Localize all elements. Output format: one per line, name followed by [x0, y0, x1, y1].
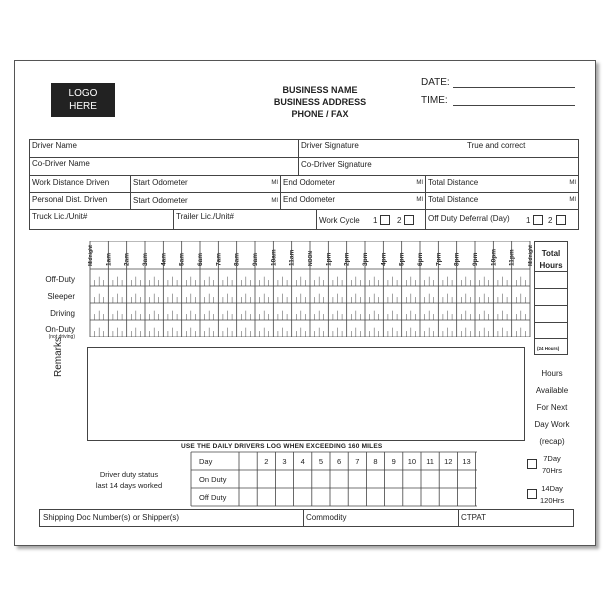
- cycle-7-line-1: 7Day: [543, 454, 561, 463]
- duty-row-label: On Duty: [199, 475, 227, 484]
- day-number: 13: [462, 457, 471, 466]
- duty-row-label: Day: [199, 457, 213, 466]
- total-hours-column: [534, 241, 568, 355]
- day-number: 2: [264, 457, 269, 466]
- day-number: 9: [391, 457, 396, 466]
- day-number: 12: [444, 457, 453, 466]
- day-number: 5: [318, 457, 323, 466]
- business-address: BUSINESS ADDRESS: [273, 97, 367, 107]
- off-duty-deferral-field: [425, 209, 579, 230]
- hour-label: Midnight: [88, 245, 94, 266]
- duty-status-table[interactable]: [177, 451, 477, 507]
- work-cycle-label: Work Cycle: [319, 216, 360, 225]
- hour-label: 4pm: [380, 252, 388, 266]
- time-field[interactable]: [453, 105, 575, 106]
- row-driving: Driving: [50, 309, 75, 318]
- hour-label: 10pm: [490, 249, 498, 266]
- date-label: DATE:: [421, 77, 450, 88]
- duty-row-label: Off Duty: [199, 493, 227, 502]
- row-on-duty: On-Duty: [45, 325, 75, 334]
- commodity-label: Commodity: [306, 513, 347, 522]
- ctpat-field[interactable]: [458, 509, 574, 527]
- start-odometer-label: Start Odometer: [133, 196, 188, 205]
- deferral-opt1-label: 1: [526, 216, 531, 225]
- duty-status-label-1: Driver duty status: [99, 470, 159, 479]
- row-off-duty: Off-Duty: [45, 275, 75, 284]
- trailer-lic-field[interactable]: [173, 209, 317, 230]
- duty-status-label-2: last 14 days worked: [95, 481, 163, 490]
- mi-unit: MI: [416, 180, 423, 186]
- trailer-lic-label: Trailer Lic./Unit#: [176, 212, 234, 221]
- hours-available-5: (recap): [539, 437, 565, 446]
- cycle-14day-checkbox[interactable]: [527, 489, 537, 499]
- day-number: 6: [337, 457, 342, 466]
- hour-label: 9am: [252, 252, 259, 266]
- deferral-opt2-label: 2: [548, 216, 553, 225]
- day-number: 10: [407, 457, 417, 466]
- hour-label: 6am: [197, 252, 204, 266]
- hour-label: 9pm: [472, 252, 479, 266]
- hour-label: 2am: [123, 252, 131, 266]
- deferral-2-checkbox[interactable]: [556, 215, 566, 225]
- date-field[interactable]: [453, 87, 575, 88]
- shipping-doc-label: Shipping Doc Number(s) or Shipper(s): [43, 513, 180, 522]
- hour-label: 2pm: [343, 252, 351, 266]
- daily-log-banner: USE THE DAILY DRIVERS LOG WHEN EXCEEDING 160 MILES: [181, 443, 383, 450]
- duty-status-label: [79, 469, 179, 491]
- day-number: 3: [282, 457, 287, 466]
- phone-fax: PHONE / FAX: [291, 109, 349, 119]
- hour-label: 11pm: [508, 249, 516, 266]
- hour-label: 4am: [160, 252, 168, 266]
- cycle-7day-checkbox[interactable]: [527, 459, 537, 469]
- truck-lic-field[interactable]: [29, 209, 174, 230]
- day-number: 8: [373, 457, 378, 466]
- logo-line-2: HERE: [69, 101, 97, 112]
- co-driver-signature-field[interactable]: [298, 157, 579, 176]
- off-duty-deferral-label: Off Duty Deferral (Day): [428, 214, 510, 223]
- cycle-14-line-1: 14Day: [541, 484, 563, 493]
- work-total-distance-field[interactable]: [425, 175, 579, 193]
- work-cycle-opt1-label: 1: [373, 216, 378, 225]
- hour-label: 8pm: [453, 252, 461, 266]
- commodity-field[interactable]: [303, 509, 459, 527]
- personal-end-odometer-field[interactable]: [280, 192, 426, 210]
- hours-available-4: Day Work: [534, 420, 570, 429]
- hour-label: 3am: [142, 252, 149, 266]
- driver-name-label: Driver Name: [32, 141, 77, 150]
- true-correct-label: True and correct: [467, 141, 526, 150]
- hour-label: 1am: [105, 252, 113, 266]
- work-cycle-1-checkbox[interactable]: [380, 215, 390, 225]
- truck-lic-label: Truck Lic./Unit#: [32, 212, 88, 221]
- personal-total-distance-field[interactable]: [425, 192, 579, 210]
- co-driver-name-field[interactable]: [29, 157, 299, 176]
- total-hours-title-1: Total: [541, 249, 561, 258]
- hour-label: 8am: [233, 252, 241, 266]
- hour-label: 10am: [270, 249, 278, 266]
- day-number: 4: [300, 457, 305, 466]
- mi-unit: MI: [569, 197, 576, 203]
- duty-row-labels: [15, 271, 79, 361]
- total-distance-label: Total Distance: [428, 178, 479, 187]
- co-driver-name-label: Co-Driver Name: [32, 159, 90, 168]
- hours-24-note: (24 Hours): [537, 346, 560, 351]
- driver-signature-field[interactable]: [298, 139, 579, 158]
- hours-available-1: Hours: [541, 369, 563, 378]
- hour-label: 3pm: [362, 252, 369, 266]
- start-odometer-label: Start Odometer: [133, 178, 188, 187]
- personal-start-odometer-field[interactable]: [130, 192, 281, 210]
- work-distance-field[interactable]: [29, 175, 131, 193]
- logo-placeholder: [51, 83, 115, 117]
- mi-unit: MI: [416, 197, 423, 203]
- time-label: TIME:: [421, 95, 448, 106]
- hour-label: 5am: [178, 252, 186, 266]
- hours-grid[interactable]: [78, 241, 534, 337]
- work-cycle-opt2-label: 2: [397, 216, 402, 225]
- driver-info-table: [29, 139, 579, 235]
- total-distance-label: Total Distance: [428, 195, 479, 204]
- co-driver-signature-label: Co-Driver Signature: [301, 160, 372, 169]
- hour-label: 11am: [288, 249, 296, 266]
- work-cycle-field: [316, 209, 426, 230]
- footer-table: [39, 509, 574, 527]
- deferral-1-checkbox[interactable]: [533, 215, 543, 225]
- end-odometer-label: End Odometer: [283, 195, 336, 204]
- mi-unit: MI: [271, 180, 278, 186]
- hours-available-3: For Next: [536, 403, 568, 412]
- hour-label: 5pm: [398, 252, 406, 266]
- on-duty-note: (not driving): [48, 334, 75, 340]
- mi-unit: MI: [569, 180, 576, 186]
- end-odometer-label: End Odometer: [283, 178, 336, 187]
- logo-line-1: LOGO: [68, 88, 98, 99]
- cycle-14-line-2: 120Hrs: [540, 496, 565, 505]
- total-hours-title-2: Hours: [539, 261, 563, 270]
- personal-distance-label: Personal Dist. Driven: [32, 195, 108, 204]
- remarks-field[interactable]: [87, 347, 525, 441]
- hour-label: 7am: [215, 252, 223, 266]
- remarks-label: Remarks: [53, 336, 64, 377]
- work-start-odometer-field[interactable]: [130, 175, 281, 193]
- business-name: BUSINESS NAME: [282, 85, 358, 95]
- row-sleeper: Sleeper: [47, 292, 75, 301]
- log-sheet: [14, 60, 596, 546]
- hour-label: Midnight: [528, 245, 534, 266]
- ctpat-label: CTPAT: [461, 513, 487, 522]
- mi-unit: MI: [271, 198, 278, 204]
- hour-label: 6pm: [417, 252, 424, 266]
- cycle-options: [527, 453, 577, 513]
- hour-label: 1pm: [325, 252, 333, 266]
- hour-label: 7pm: [435, 252, 443, 266]
- shipping-doc-field[interactable]: [39, 509, 304, 527]
- day-number: 7: [355, 457, 360, 466]
- cycle-7-line-2: 70Hrs: [542, 466, 563, 475]
- hours-available-note: [527, 365, 577, 450]
- work-end-odometer-field[interactable]: [280, 175, 426, 193]
- work-distance-label: Work Distance Driven: [32, 178, 110, 187]
- hour-label: NOON: [308, 251, 314, 266]
- driver-name-field[interactable]: [29, 139, 299, 158]
- driver-signature-label: Driver Signature: [301, 141, 359, 150]
- day-number: 11: [426, 457, 434, 466]
- personal-distance-field[interactable]: [29, 192, 131, 210]
- hours-available-2: Available: [535, 386, 569, 395]
- work-cycle-2-checkbox[interactable]: [404, 215, 414, 225]
